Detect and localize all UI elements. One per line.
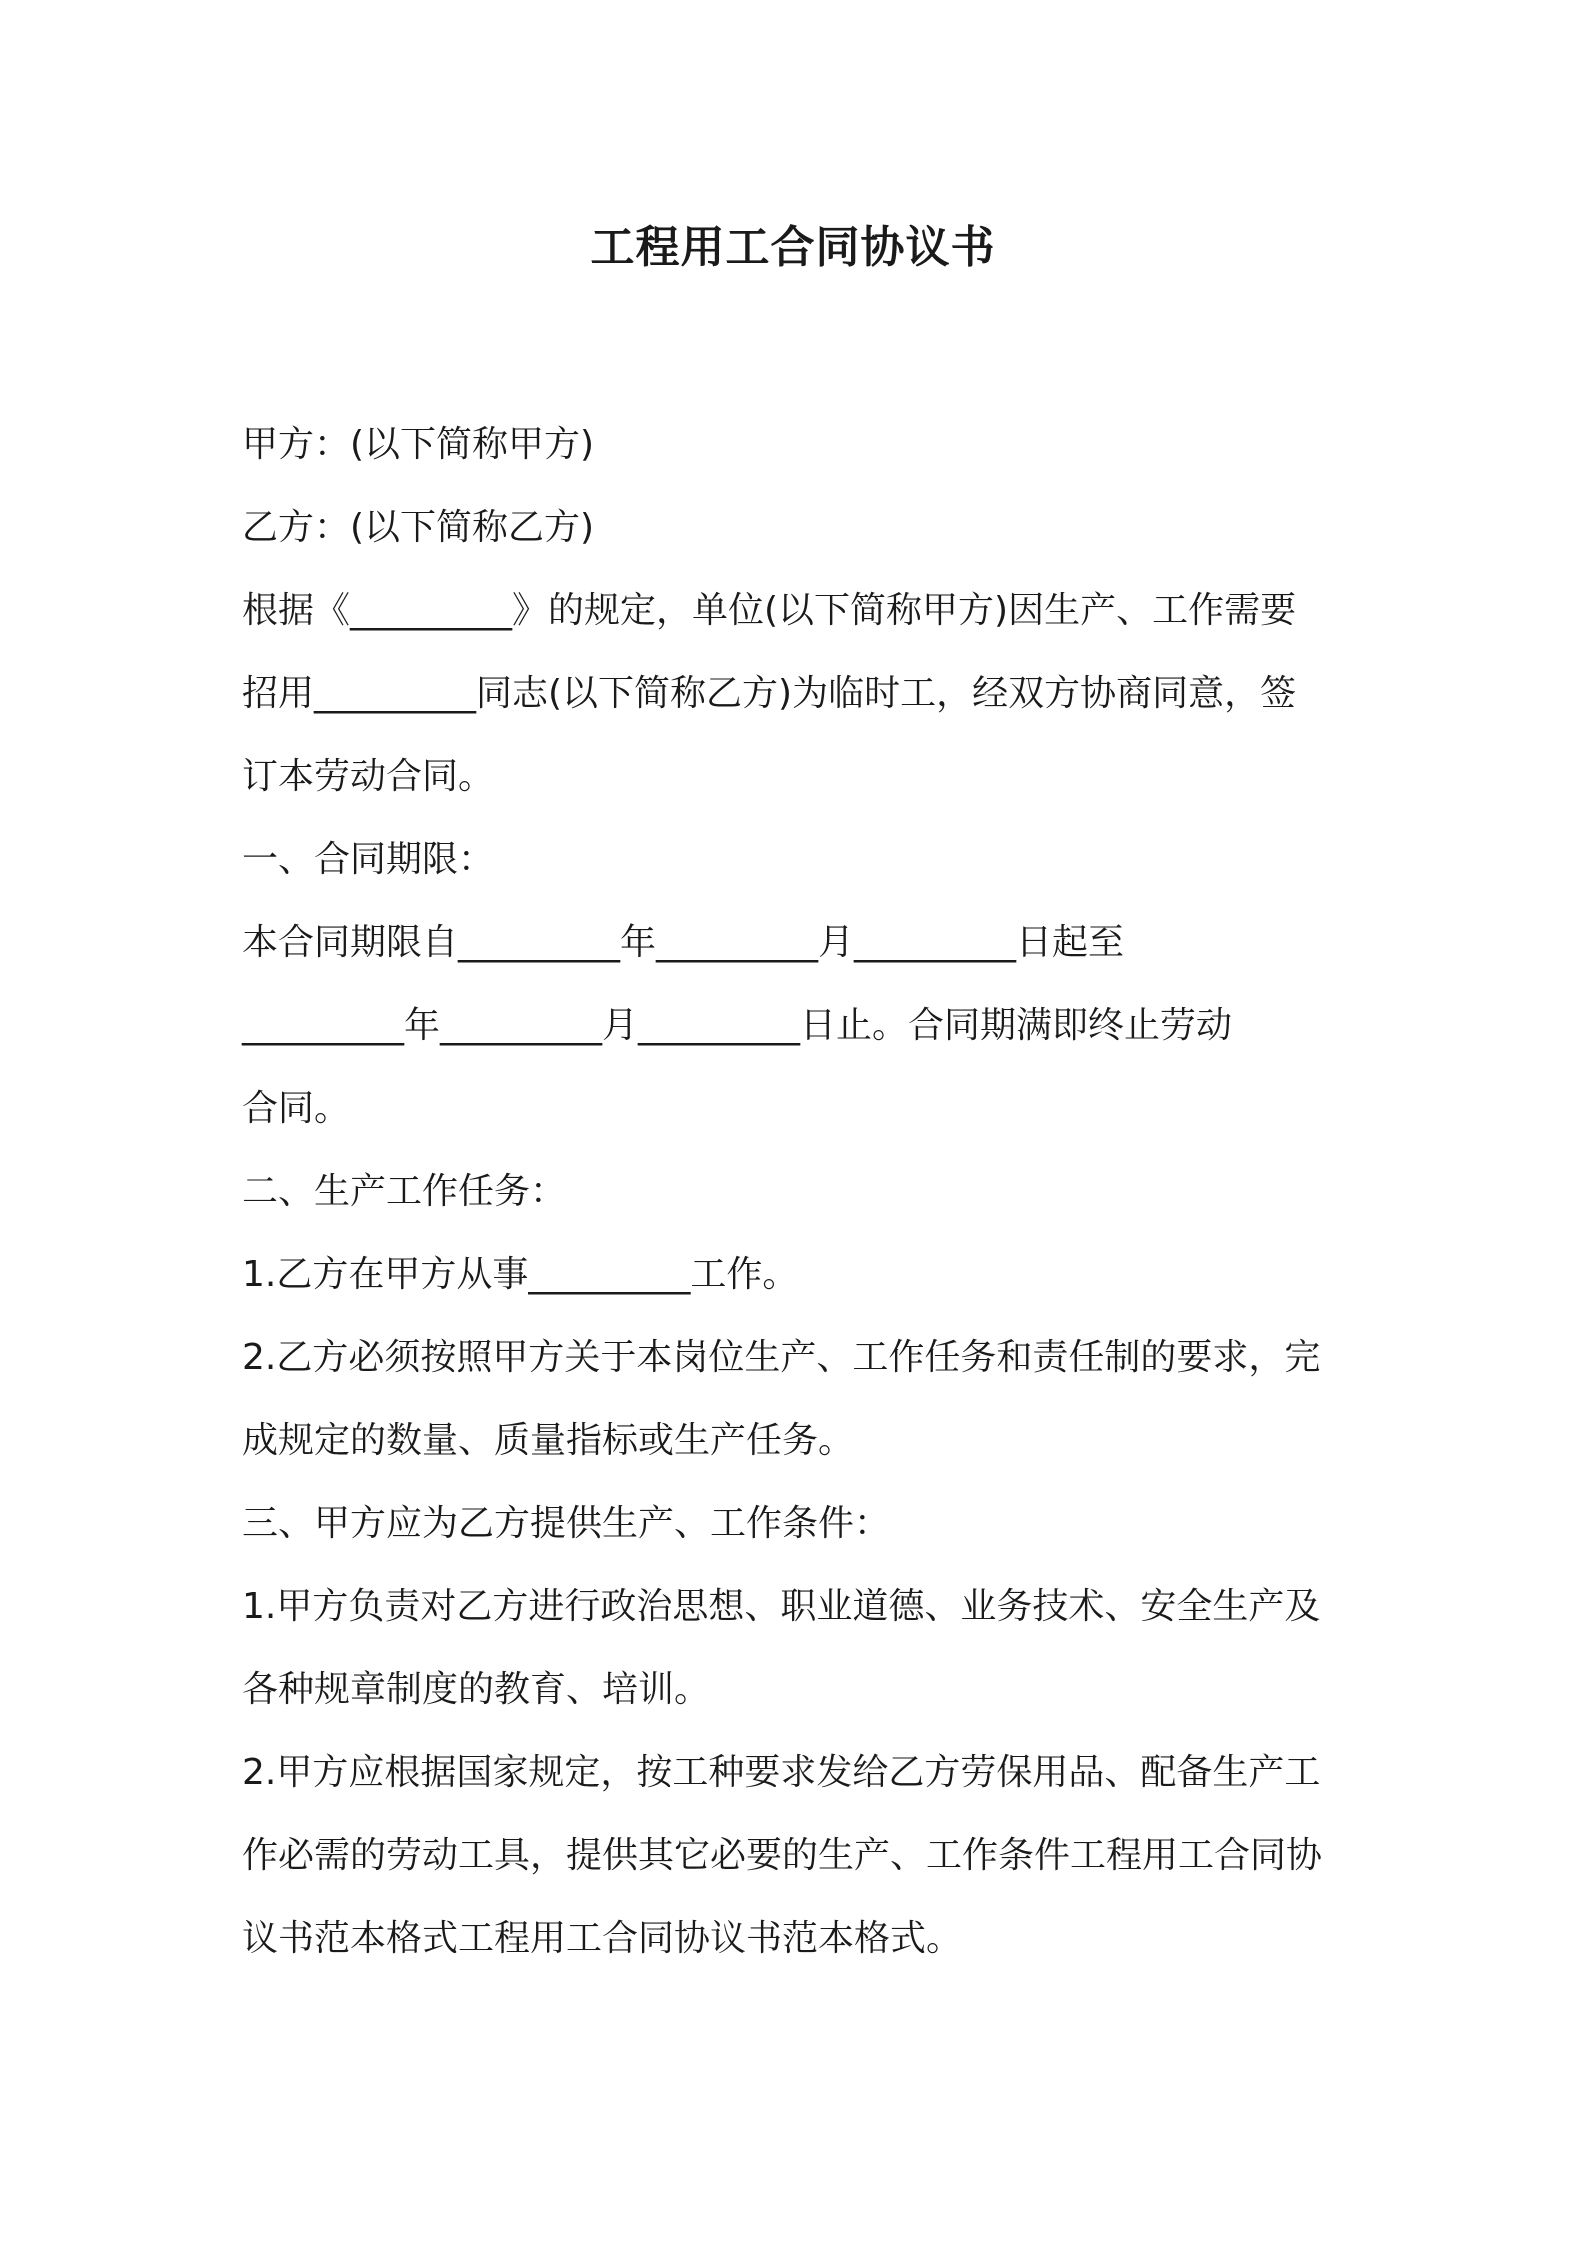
preamble-line-2: 招用_________同志(以下简称乙方)为临时工，经双方协商同意，签 bbox=[242, 673, 1297, 714]
document-title: 工程用工合同协议书 bbox=[590, 222, 996, 273]
section-2-item-2-line-2: 成规定的数量、质量指标或生产任务。 bbox=[242, 1420, 855, 1461]
section-3-heading: 三、甲方应为乙方提供生产、工作条件： bbox=[242, 1503, 891, 1544]
section-3-item-1-line-1: 1.甲方负责对乙方进行政治思想、职业道德、业务技术、安全生产及 bbox=[242, 1586, 1321, 1627]
section-1-text-3: 合同。 bbox=[242, 1088, 351, 1129]
party-b-line: 乙方：(以下简称乙方) bbox=[242, 507, 595, 548]
section-1-heading: 一、合同期限： bbox=[242, 839, 495, 880]
section-2-heading: 二、生产工作任务： bbox=[242, 1171, 567, 1212]
document-body bbox=[242, 403, 1362, 1980]
section-1-text-2: _________年_________月_________日止。合同期满即终止劳动 bbox=[242, 1005, 1233, 1046]
section-3-item-2-line-2: 作必需的劳动工具，提供其它必要的生产、工作条件工程用工合同协 bbox=[242, 1835, 1323, 1876]
section-3-item-1-line-2: 各种规章制度的教育、培训。 bbox=[242, 1669, 711, 1710]
preamble-line-1: 根据《_________》的规定，单位(以下简称甲方)因生产、工作需要 bbox=[242, 590, 1297, 631]
section-2-item-1: 1.乙方在甲方从事_________工作。 bbox=[242, 1254, 799, 1295]
section-2-item-2-line-1: 2.乙方必须按照甲方关于本岗位生产、工作任务和责任制的要求，完 bbox=[242, 1337, 1321, 1378]
section-3-item-2-line-1: 2.甲方应根据国家规定，按工种要求发给乙方劳保用品、配备生产工 bbox=[242, 1752, 1321, 1793]
section-3-item-2-line-3: 议书范本格式工程用工合同协议书范本格式。 bbox=[242, 1918, 963, 1959]
party-a-line: 甲方：(以下简称甲方) bbox=[242, 424, 595, 465]
preamble-line-3: 订本劳动合同。 bbox=[242, 756, 495, 797]
section-1-text-1: 本合同期限自_________年_________月_________日起至 bbox=[242, 922, 1125, 963]
